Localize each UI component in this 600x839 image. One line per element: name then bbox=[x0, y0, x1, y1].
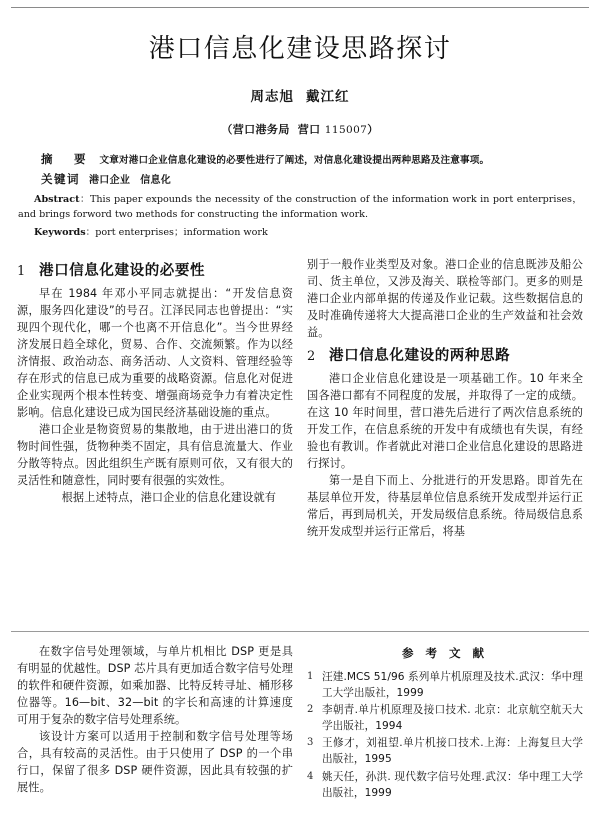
author-name-2: 戴江红 bbox=[306, 89, 350, 106]
affiliation-city: 营口 bbox=[297, 123, 321, 137]
reference-number: 4 bbox=[307, 770, 314, 782]
keywords-cn bbox=[18, 170, 582, 189]
references-title: 参 考 文 献 bbox=[401, 646, 488, 660]
section-1-paragraph-3-left: 根据上述特点，港口企业的信息化建设就有 bbox=[39, 490, 277, 504]
keywords-en-separator: ： bbox=[85, 226, 96, 238]
section-1-paragraph-3-right: 别于一般作业类型及对象。港口企业的信息既涉及船公司、货主单位，又涉及海关、联检等部门。更多的则是港口企业内部单据的传递及作业记载。这些数据信息的及时准确传递将大大提高港口企业的生产效益和社会效益。 bbox=[307, 257, 583, 339]
reference-number: 1 bbox=[307, 671, 314, 682]
section-heading-2 bbox=[307, 344, 583, 365]
footer-columns bbox=[11, 643, 589, 802]
section-number-2: 2 bbox=[307, 348, 316, 364]
main-columns bbox=[11, 256, 589, 540]
reference-number: 3 bbox=[307, 737, 314, 749]
keyword-cn-1: 港口企业 bbox=[89, 174, 131, 186]
section-1-paragraph-1: 早在 1984 年邓小平同志就提出：“开发信息资源，服务四化建设”的号召。江泽民同志也曾提出：“实现四个现代化，哪一个也离不开信息化”。当今世界经济发展日趋全球化，贸易、合作、交流频繁。作为以经济情报、政治动态、商务活动、人文资料、管理经验等存在形式的信息已成为重要的战略资源。信息化对促进企业实现两个根本性转变、增强商场竞争力有着决定性影响。信息化建设已成为国民经济基础设施的重点。 bbox=[17, 286, 293, 419]
affiliation-institute: 营口港务局 bbox=[232, 123, 290, 137]
author-name-1: 周志旭 bbox=[250, 89, 294, 106]
author-line bbox=[11, 85, 589, 105]
column-right bbox=[307, 256, 583, 540]
footer-column-left bbox=[17, 643, 293, 802]
section-number-1: 1 bbox=[17, 263, 26, 279]
footer-paragraph-2: 该设计方案可以适用于控制和数字信号处理等场合，具有较高的灵活性。由于只使用了 DSP 的一个串行口，保留了很多 DSP 硬件资源，因此具有较强的扩展性。 bbox=[17, 730, 293, 795]
column-left bbox=[17, 256, 293, 540]
reference-number: 2 bbox=[307, 704, 314, 716]
footer-divider-rule bbox=[11, 631, 589, 632]
header-divider-rule bbox=[11, 7, 589, 8]
reference-text: 李朝青.单片机原理及接口技术. 北京：北京航空航天大学出版社，1994 bbox=[322, 704, 583, 733]
keywords-en-label: Keywords bbox=[34, 226, 86, 238]
abstract-cn bbox=[18, 150, 582, 169]
reference-item bbox=[307, 702, 583, 734]
footer-column-right bbox=[307, 643, 583, 802]
section-2-paragraph-1: 港口企业信息化建设是一项基础工作。10 年来全国各港口都有不同程度的发展，并取得了一定的成绩。在这 10 年时间里，营口港先后进行了两次信息系统的开发工作，在信息系统的开发中有成绩也有失误，有经验也有教训。作者就此对港口企业信息化建设的思路进行探讨。 bbox=[307, 371, 583, 470]
reference-text: 姚天任，孙洪. 现代数字信号处理.武汉：华中理工大学出版社，1999 bbox=[322, 770, 583, 799]
section-title-1: 港口信息化建设的必要性 bbox=[39, 262, 206, 279]
footer-paragraph-1: 在数字信号处理领域，与单片机相比 DSP 更是具有明显的优越性。DSP 芯片具有更加适合数字信号处理的软件和硬件资源，如乘加器、比特反转寻址、桶形移位器等。16—bit、32—bit 的字长和高速的计算速度可用于复杂的数字信号处理系统。 bbox=[17, 645, 293, 727]
abstract-block bbox=[11, 150, 589, 240]
reference-text: 汪建.MCS 51/96 系列单片机原理及技术.武汉：华中理工大学出版社，1999 bbox=[322, 671, 583, 700]
abstract-en bbox=[18, 193, 582, 223]
keywords-en bbox=[18, 226, 582, 241]
reference-text: 王修才，刘祖望.单片机接口技术.上海：上海复旦大学出版社，1995 bbox=[322, 737, 583, 766]
abstract-en-separator: ： bbox=[79, 194, 90, 205]
affiliation-line: （营口港务局 营口 115007） bbox=[221, 123, 379, 137]
section-1-paragraph-2: 港口企业是物资贸易的集散地，由于进出港口的货物时间性强，货物种类不固定，具有信息流量大、作业分散等特点。因此组织生产既有原则可依，又有很大的灵活性和随意性，同时要有很强的实效性。 bbox=[17, 422, 293, 487]
section-title-2: 港口信息化建设的两种思路 bbox=[329, 347, 511, 364]
reference-item bbox=[307, 735, 583, 767]
abstract-en-label: Abstract bbox=[34, 194, 80, 205]
title-block bbox=[11, 0, 589, 137]
keywords-en-text: port enterprises；information work bbox=[95, 226, 268, 238]
section-heading-1 bbox=[17, 259, 293, 280]
abstract-en-text: This paper expounds the necessity of the construction of the information work in port enterprises，and brings forword two methods for constructing the information work. bbox=[18, 194, 582, 220]
keyword-cn-2: 信息化 bbox=[140, 174, 172, 186]
reference-item bbox=[307, 669, 583, 701]
abstract-cn-text: 文章对港口企业信息化建设的必要性进行了阐述，对信息化建设提出两种思路及注意事项。 bbox=[99, 155, 490, 167]
keywords-cn-label: 关键词 bbox=[41, 171, 80, 186]
section-2-paragraph-2: 第一是自下而上、分批进行的开发思路。即首先在基层单位开发，待基层单位信息系统开发成型并运行正常后，再到局机关，开发局级信息系统。待局级信息系统开发成型并运行正常后，将基 bbox=[307, 473, 583, 538]
abstract-cn-label: 摘 要 bbox=[41, 152, 91, 167]
page-title: 港口信息化建设思路探讨 bbox=[148, 34, 452, 64]
affiliation-postcode: 115007 bbox=[324, 124, 368, 137]
reference-item bbox=[307, 769, 583, 801]
